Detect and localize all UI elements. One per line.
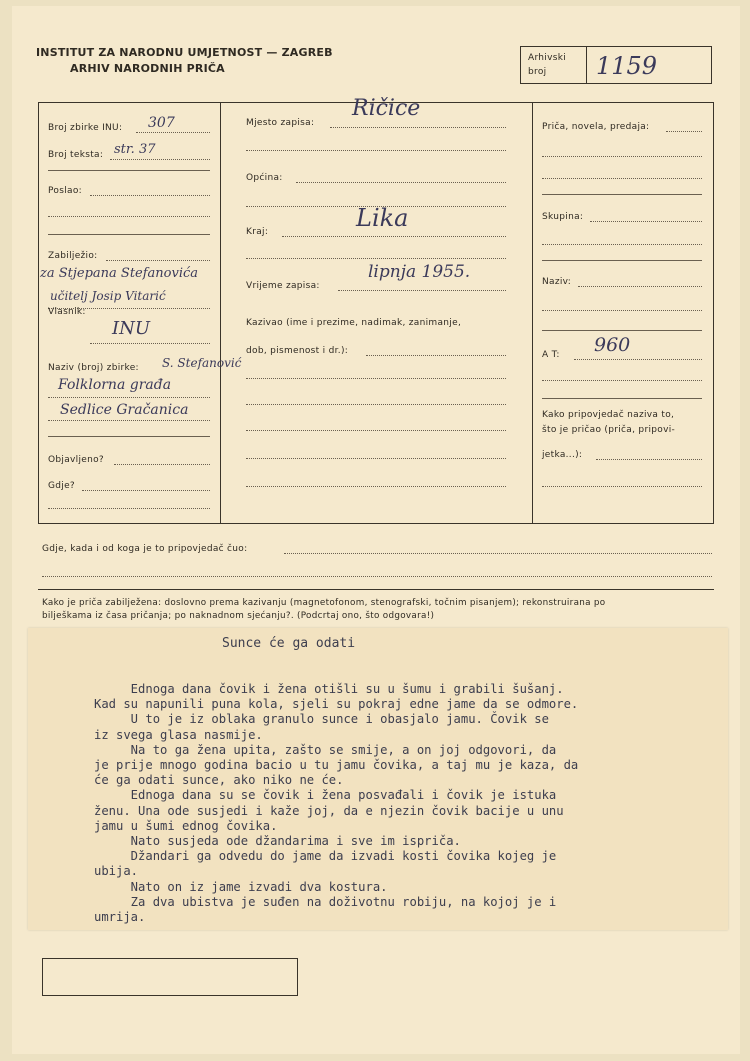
narrator-naming-label-1: Kako pripovjedač naziva to, [542,410,675,420]
story-line: je prije mnogo godina bacio u tu jamu čovika, a taj mu je kaza, da [94,758,579,773]
story-line: će ga odati sunce, ako niko ne će. [94,773,344,788]
recorder-label: Zabilježio: [48,251,98,261]
story-title: Sunce će ga odati [222,636,356,651]
region-value: Lika [356,204,409,232]
story-line: Na to ga žena upita, zašto se smije, a on joj odgovori, da [94,742,557,757]
story-line: Nato on iz jame izvadi dva kostura. [94,879,388,894]
at-value: 960 [594,334,631,356]
story-line: iz svega glasa nasmije. [94,727,263,742]
story-line: jamu u šumi ednog čovika. [94,818,278,833]
institute-name: INSTITUT ZA NARODNU UMJETNOST — ZAGREB [36,46,333,59]
story-line: ženu. Una ode susjedi i kaže joj, da e njezin čovik bacije u unu [94,803,564,818]
archive-label-1: Arhivski [528,53,567,63]
story-line: Kad su napunili puna kola, sjeli su pokraj edne jame da se odmore. [94,697,579,712]
story-line: ubija. [94,864,139,879]
bottom-empty-box [42,958,298,996]
date-value: lipnja 1955. [368,262,471,282]
story-line: Nato susjeda ode džandarima i sve im ispriča. [94,834,461,849]
collection-name-value-1: S. Stefanović [162,356,242,370]
archive-label-2: broj [528,67,547,77]
owner-label: Vlasnik: [48,307,86,317]
municipality-label: Općina: [246,173,283,183]
story-line: U to je iz oblaka granulo sunce i obasjalo jamu. Čovik se [94,712,549,727]
text-number-label: Broj teksta: [48,150,104,160]
collection-number-value: 307 [148,115,175,131]
owner-value: INU [112,318,151,339]
story-line: Ednoga dana su se čovik i žena posvađali i čovik je istuka [94,788,557,803]
narrator-label-1: Kazivao (ime i prezime, nadimak, zanimanje, [246,318,462,328]
text-number-value: str. 37 [114,142,156,157]
collection-name-value-2: Folklorna građa [58,377,172,393]
collection-name-label: Naziv (broj) zbirke: [48,363,139,373]
narrator-naming-label-3: jetka...): [542,450,583,460]
recording-method-line-2: bilješkama iz časa pričanja; po naknadnom sjećanju?. (Podcrtaj ono, što odgovara!) [42,611,435,621]
collection-name-value-3: Sedlice Gračanica [60,402,189,418]
narrator-naming-label-2: što je pričao (priča, pripovi- [542,425,676,435]
recorder-value-1: za Stjepana Stefanovića [40,266,199,281]
date-label: Vrijeme zapisa: [246,281,320,291]
story-line: umrija. [94,910,146,925]
archive-number: 1159 [596,52,658,80]
narrator-label-2: dob, pismenost i dr.): [246,346,349,356]
recorder-value-2: učitelj Josip Vitarić [50,289,166,303]
main-form-frame [38,102,714,524]
place-label: Mjesto zapisa: [246,118,315,128]
heard-from-label: Gdje, kada i od koga je to pripovjedač čuo: [42,544,248,554]
place-value: Ričice [352,96,421,121]
story-body [94,682,578,925]
group-label: Skupina: [542,212,584,222]
archive-name: ARHIV NARODNIH PRIČA [70,62,225,75]
region-label: Kraj: [246,227,269,237]
where-label: Gdje? [48,481,76,491]
title-label: Naziv: [542,277,572,287]
recording-method-line-1: Kako je priča zabilježena: doslovno prema kazivanju (magnetofonom, stenografski, točnim pisanjem); rekonstruirana po [42,598,606,608]
sender-label: Poslao: [48,186,82,196]
story-line: Džandari ga odvedu do jame da izvadi kosti čovika kojeg je [94,849,557,864]
collection-number-label: Broj zbirke INU: [48,123,123,133]
published-label: Objavljeno? [48,455,104,465]
story-line: Ednoga dana čovik i žena otišli su u šumu i grabili šušanj. [94,682,564,696]
story-line: Za dva ubistva je suđen na doživotnu robiju, na kojoj je i [94,894,557,909]
at-label: A T: [542,350,560,360]
story-type-label: Priča, novela, predaja: [542,122,650,132]
